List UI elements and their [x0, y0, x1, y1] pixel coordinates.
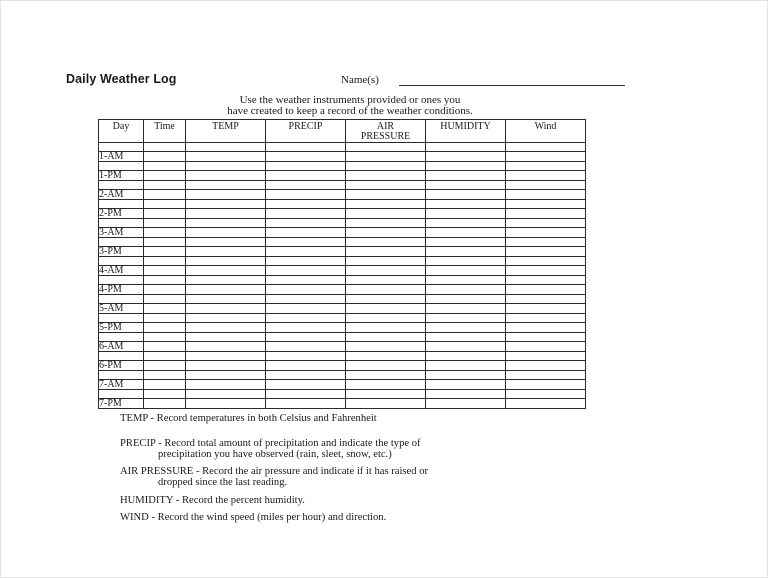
entry-cell[interactable] [346, 304, 426, 314]
entry-cell[interactable] [506, 190, 586, 200]
entry-cell[interactable] [266, 399, 346, 409]
instructions [160, 95, 540, 117]
header-air-pressure-line-2: PRESSURE [360, 131, 411, 142]
entry-cell[interactable] [506, 390, 586, 399]
entry-cell[interactable] [144, 200, 186, 209]
entry-cell[interactable] [506, 257, 586, 266]
entry-cell[interactable] [144, 314, 186, 323]
entry-cell[interactable] [346, 333, 426, 342]
entry-cell[interactable] [346, 314, 426, 323]
entry-cell[interactable] [144, 152, 186, 162]
entry-cell[interactable] [346, 143, 426, 152]
entry-cell[interactable] [186, 162, 266, 171]
entry-cell[interactable] [266, 333, 346, 342]
names-label: Name(s) [341, 74, 379, 86]
entry-cell[interactable] [266, 285, 346, 295]
entry-cell[interactable] [506, 380, 586, 390]
entry-cell[interactable] [266, 190, 346, 200]
entry-cell[interactable] [426, 190, 506, 200]
entry-cell[interactable] [186, 295, 266, 304]
entry-cell[interactable] [346, 276, 426, 285]
table-row [99, 152, 586, 162]
entry-cell[interactable] [426, 181, 506, 190]
entry-cell[interactable] [426, 266, 506, 276]
entry-cell[interactable] [144, 371, 186, 380]
entry-cell[interactable] [346, 152, 426, 162]
day-cell: 4-AM [99, 266, 144, 276]
entry-cell[interactable] [266, 247, 346, 257]
entry-cell[interactable] [506, 342, 586, 352]
entry-cell[interactable] [144, 323, 186, 333]
header-precip: PRECIP [266, 120, 346, 143]
table-row [99, 399, 586, 409]
entry-cell[interactable] [144, 171, 186, 181]
header-air-pressure [346, 120, 426, 143]
entry-cell[interactable] [266, 162, 346, 171]
entry-cell[interactable] [426, 143, 506, 152]
entry-cell[interactable] [346, 399, 426, 409]
entry-cell[interactable] [346, 285, 426, 295]
entry-cell[interactable] [506, 219, 586, 228]
entry-cell[interactable] [506, 361, 586, 371]
entry-cell[interactable] [266, 143, 346, 152]
entry-cell[interactable] [186, 399, 266, 409]
entry-cell[interactable] [426, 371, 506, 380]
entry-cell[interactable] [426, 219, 506, 228]
entry-cell[interactable] [144, 228, 186, 238]
entry-cell[interactable] [266, 266, 346, 276]
entry-cell[interactable] [426, 295, 506, 304]
table-row [99, 181, 586, 190]
entry-cell[interactable] [186, 190, 266, 200]
entry-cell[interactable] [144, 209, 186, 219]
entry-cell[interactable] [186, 371, 266, 380]
entry-cell[interactable] [186, 352, 266, 361]
entry-cell[interactable] [186, 247, 266, 257]
entry-cell[interactable] [346, 162, 426, 171]
table-row [99, 323, 586, 333]
entry-cell[interactable] [506, 333, 586, 342]
entry-cell[interactable] [426, 399, 506, 409]
table-row [99, 342, 586, 352]
entry-cell[interactable] [506, 285, 586, 295]
entry-cell[interactable] [506, 171, 586, 181]
entry-cell[interactable] [144, 342, 186, 352]
entry-cell[interactable] [266, 257, 346, 266]
entry-cell[interactable] [426, 342, 506, 352]
entry-cell[interactable] [144, 361, 186, 371]
table-row [99, 314, 586, 323]
day-cell: 3-AM [99, 228, 144, 238]
note-humidity: HUMIDITY - Record the percent humidity. [120, 495, 305, 506]
table-row [99, 238, 586, 247]
note-wind: WIND - Record the wind speed (miles per hour) and direction. [120, 512, 387, 523]
table-row [99, 295, 586, 304]
entry-cell[interactable] [266, 152, 346, 162]
note-temp: TEMP - Record temperatures in both Celsius and Fahrenheit [120, 413, 377, 424]
entry-cell[interactable] [346, 200, 426, 209]
table-row [99, 143, 586, 152]
header-temp: TEMP [186, 120, 266, 143]
entry-cell[interactable] [346, 209, 426, 219]
entry-cell[interactable] [186, 143, 266, 152]
entry-cell[interactable] [506, 247, 586, 257]
entry-cell[interactable] [506, 323, 586, 333]
entry-cell[interactable] [346, 171, 426, 181]
entry-cell[interactable] [426, 390, 506, 399]
entry-cell[interactable] [186, 209, 266, 219]
entry-cell[interactable] [144, 219, 186, 228]
entry-cell[interactable] [506, 276, 586, 285]
day-cell: 2-AM [99, 190, 144, 200]
entry-cell[interactable] [186, 333, 266, 342]
entry-cell[interactable] [144, 380, 186, 390]
entry-cell[interactable] [144, 390, 186, 399]
entry-cell[interactable] [186, 200, 266, 209]
table-row [99, 371, 586, 380]
note-air-line-2: dropped since the last reading. [158, 477, 288, 488]
table-row [99, 304, 586, 314]
entry-cell[interactable] [266, 371, 346, 380]
entry-cell[interactable] [426, 285, 506, 295]
entry-cell[interactable] [346, 257, 426, 266]
entry-cell[interactable] [266, 276, 346, 285]
note-air-line-1: AIR PRESSURE - Record the air pressure and indicate if it has raised or [120, 466, 429, 477]
entry-cell[interactable] [506, 314, 586, 323]
table-row [99, 380, 586, 390]
entry-cell[interactable] [346, 247, 426, 257]
entry-cell[interactable] [426, 380, 506, 390]
note-precip-line-1: PRECIP - Record total amount of precipitation and indicate the type of [120, 438, 421, 449]
table-row [99, 247, 586, 257]
entry-cell[interactable] [186, 181, 266, 190]
entry-cell[interactable] [426, 200, 506, 209]
entry-cell[interactable] [144, 266, 186, 276]
entry-cell[interactable] [266, 352, 346, 361]
header-day: Day [99, 120, 144, 143]
entry-cell[interactable] [186, 228, 266, 238]
entry-cell[interactable] [266, 314, 346, 323]
table-row [99, 361, 586, 371]
entry-cell[interactable] [266, 171, 346, 181]
entry-cell[interactable] [266, 380, 346, 390]
entry-cell[interactable] [186, 238, 266, 247]
entry-cell[interactable] [426, 228, 506, 238]
entry-cell[interactable] [186, 276, 266, 285]
note-precip-line-2: precipitation you have observed (rain, sleet, snow, etc.) [158, 449, 392, 460]
note-air-pressure [120, 466, 428, 488]
day-cell: 7-PM [99, 399, 144, 409]
entry-cell[interactable] [506, 209, 586, 219]
day-cell: 6-PM [99, 361, 144, 371]
table-row [99, 200, 586, 209]
entry-cell[interactable] [186, 380, 266, 390]
entry-cell[interactable] [426, 162, 506, 171]
header-wind: Wind [506, 120, 586, 143]
entry-cell[interactable] [186, 342, 266, 352]
entry-cell[interactable] [426, 238, 506, 247]
entry-cell[interactable] [426, 171, 506, 181]
entry-cell[interactable] [506, 181, 586, 190]
table-row [99, 333, 586, 342]
table-row [99, 209, 586, 219]
entry-cell[interactable] [144, 295, 186, 304]
entry-cell[interactable] [144, 352, 186, 361]
entry-cell[interactable] [346, 342, 426, 352]
entry-cell[interactable] [266, 295, 346, 304]
entry-cell[interactable] [506, 228, 586, 238]
day-cell: 1-PM [99, 171, 144, 181]
entry-cell[interactable] [144, 247, 186, 257]
entry-cell[interactable] [346, 228, 426, 238]
entry-cell[interactable] [506, 295, 586, 304]
entry-cell[interactable] [346, 371, 426, 380]
entry-cell[interactable] [266, 390, 346, 399]
entry-cell[interactable] [144, 304, 186, 314]
table-row [99, 266, 586, 276]
entry-cell[interactable] [506, 371, 586, 380]
entry-cell[interactable] [186, 390, 266, 399]
entry-cell[interactable] [426, 276, 506, 285]
entry-cell[interactable] [346, 238, 426, 247]
entry-cell[interactable] [266, 323, 346, 333]
day-cell: 5-PM [99, 323, 144, 333]
table-row [99, 190, 586, 200]
entry-cell[interactable] [346, 323, 426, 333]
entry-cell[interactable] [186, 285, 266, 295]
entry-cell[interactable] [426, 323, 506, 333]
entry-cell[interactable] [144, 276, 186, 285]
entry-cell[interactable] [426, 333, 506, 342]
day-cell: 7-AM [99, 380, 144, 390]
day-cell: 2-PM [99, 209, 144, 219]
table-row [99, 390, 586, 399]
entry-cell[interactable] [506, 162, 586, 171]
entry-cell[interactable] [506, 238, 586, 247]
entry-cell[interactable] [186, 152, 266, 162]
entry-cell[interactable] [144, 190, 186, 200]
header-time: Time [144, 120, 186, 143]
entry-cell[interactable] [266, 219, 346, 228]
entry-cell[interactable] [186, 257, 266, 266]
note-precip [120, 438, 428, 460]
day-cell: 6-AM [99, 342, 144, 352]
entry-cell[interactable] [506, 266, 586, 276]
day-cell: 4-PM [99, 285, 144, 295]
table-body [99, 143, 586, 409]
names-input-line[interactable] [399, 85, 625, 86]
table-row [99, 285, 586, 295]
entry-cell[interactable] [346, 352, 426, 361]
instructions-line-2: have created to keep a record of the weather conditions. [227, 105, 473, 117]
entry-cell[interactable] [426, 209, 506, 219]
entry-cell[interactable] [346, 219, 426, 228]
weather-log-table [98, 119, 586, 409]
entry-cell[interactable] [144, 162, 186, 171]
entry-cell[interactable] [346, 181, 426, 190]
header-air-pressure-line-1: AIR [376, 121, 395, 132]
entry-cell[interactable] [346, 361, 426, 371]
entry-cell[interactable] [144, 143, 186, 152]
entry-cell[interactable] [426, 304, 506, 314]
entry-cell[interactable] [144, 181, 186, 190]
table-row [99, 171, 586, 181]
page-title: Daily Weather Log [66, 72, 177, 86]
entry-cell[interactable] [144, 285, 186, 295]
entry-cell[interactable] [186, 323, 266, 333]
entry-cell[interactable] [186, 361, 266, 371]
day-cell: 3-PM [99, 247, 144, 257]
entry-cell[interactable] [266, 228, 346, 238]
entry-cell[interactable] [266, 238, 346, 247]
table-row [99, 219, 586, 228]
entry-cell[interactable] [346, 295, 426, 304]
entry-cell[interactable] [426, 257, 506, 266]
notes [120, 413, 428, 523]
entry-cell[interactable] [186, 266, 266, 276]
entry-cell[interactable] [426, 247, 506, 257]
entry-cell[interactable] [266, 200, 346, 209]
entry-cell[interactable] [266, 361, 346, 371]
entry-cell[interactable] [506, 152, 586, 162]
entry-cell[interactable] [144, 238, 186, 247]
table-row [99, 162, 586, 171]
table-row [99, 352, 586, 361]
entry-cell[interactable] [186, 171, 266, 181]
entry-cell[interactable] [426, 352, 506, 361]
entry-cell[interactable] [506, 143, 586, 152]
entry-cell[interactable] [144, 333, 186, 342]
entry-cell[interactable] [426, 361, 506, 371]
table-row [99, 257, 586, 266]
entry-cell[interactable] [426, 314, 506, 323]
entry-cell[interactable] [266, 304, 346, 314]
day-cell: 1-AM [99, 152, 144, 162]
entry-cell[interactable] [506, 352, 586, 361]
header-humidity: HUMIDITY [426, 120, 506, 143]
entry-cell[interactable] [426, 152, 506, 162]
entry-cell[interactable] [266, 209, 346, 219]
entry-cell[interactable] [186, 219, 266, 228]
header-row [99, 120, 586, 143]
entry-cell[interactable] [186, 304, 266, 314]
entry-cell[interactable] [266, 342, 346, 352]
table-row [99, 276, 586, 285]
entry-cell[interactable] [506, 304, 586, 314]
day-cell: 5-AM [99, 304, 144, 314]
entry-cell[interactable] [506, 200, 586, 209]
instructions-line-1: Use the weather instruments provided or ones you [239, 94, 461, 106]
entry-cell[interactable] [506, 399, 586, 409]
entry-cell[interactable] [346, 390, 426, 399]
entry-cell[interactable] [186, 314, 266, 323]
entry-cell[interactable] [144, 399, 186, 409]
entry-cell[interactable] [346, 190, 426, 200]
table-row [99, 228, 586, 238]
entry-cell[interactable] [266, 181, 346, 190]
entry-cell[interactable] [144, 257, 186, 266]
entry-cell[interactable] [346, 266, 426, 276]
entry-cell[interactable] [346, 380, 426, 390]
